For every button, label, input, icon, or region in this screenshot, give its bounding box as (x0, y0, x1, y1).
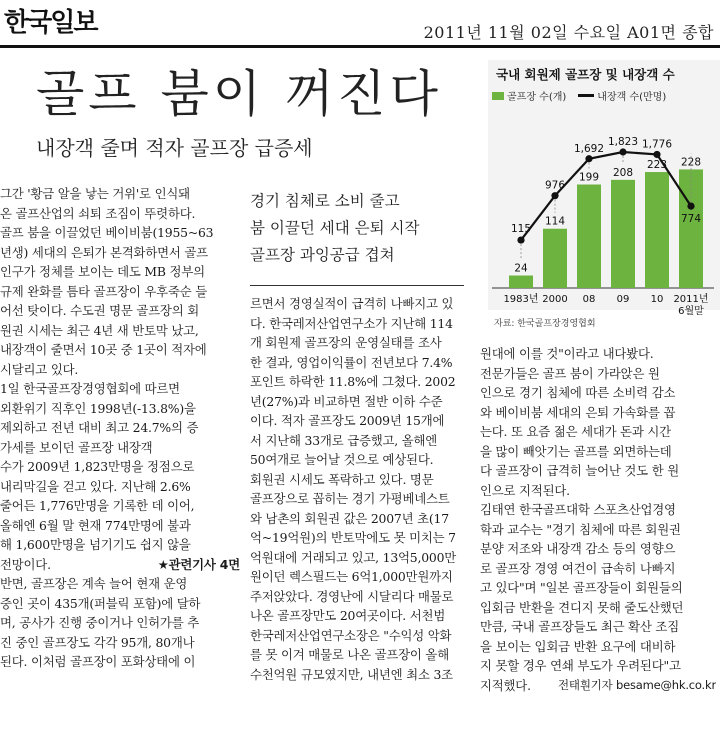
kicker-line: 붐 이끌던 세대 은퇴 시작 (250, 219, 420, 237)
body-text-line: 을 보이는 입회금 반환 요구에 대비하 (480, 638, 676, 654)
body-text-line: 외환위기 직후인 1998년(-13.8%)을 (0, 400, 196, 416)
body-text-line: 포인트 하락한 11.8%에 그쳤다. 2002 (250, 374, 456, 389)
body-text-line: 중인 곳이 435개(퍼블릭 포함)에 달하 (0, 595, 201, 611)
body-text-line: 서 지난해 33개로 급증했고, 올해엔 (250, 432, 438, 448)
body-column-1 (0, 184, 240, 672)
line-value-label: 1,823 (607, 136, 639, 148)
masthead (0, 0, 720, 52)
body-text-line: 지적했다. (480, 677, 531, 693)
newspaper-logo: 한국일보 (4, 8, 97, 38)
byline: 전태훤기자 besame@hk.co.kr (558, 677, 716, 692)
body-text-line: 시달리고 있다. (0, 361, 79, 377)
category-label: 1983년 (503, 294, 539, 305)
body-text-line: 줄어든 1,776만명을 기록한 데 이어, (0, 498, 195, 513)
body-text-line: 진 중인 골프장도 각각 95개, 80개나 (0, 634, 195, 650)
category-label: 09 (616, 294, 630, 305)
kicker-line: 골프장 과잉공급 겹쳐 (250, 246, 395, 264)
line-point (585, 155, 592, 162)
legend-line-label: 내장객 수(만명) (597, 92, 667, 103)
body-column-2 (250, 294, 466, 684)
body-text-line: 골프장으로 꼽히는 경기 가평베네스트 (250, 491, 450, 506)
body-text-line: 는다. 또 요즘 젊은 세대가 돈과 시간 (480, 424, 671, 439)
bar-value-label: 228 (680, 156, 702, 169)
body-text-line: 년(27%)과 비교하면 절반 이하 수준 (250, 393, 443, 409)
masthead-rule (0, 45, 720, 48)
category-note: 6월말 (678, 306, 704, 317)
legend-bar-label: 골프장 수(개) (507, 92, 567, 103)
line-point (551, 192, 558, 199)
bar-value-label: 24 (514, 262, 528, 275)
body-text-line: 고 있다"며 "일본 골프장들이 회원들의 (480, 580, 683, 595)
category-label: 08 (582, 294, 596, 305)
body-text-line: 원대에 이를 것"이라고 내다봤다. (480, 346, 654, 361)
body-text-line: 수천억원 규모였지만, 내년엔 최소 3조 (250, 666, 453, 682)
body-text-line: 이다. 적자 골프장도 2009년 15개에 (250, 413, 445, 428)
body-text-line: 올해엔 6월 말 현재 774만명에 불과 (0, 517, 191, 533)
body-text-line: 반면, 골프장은 계속 늘어 현재 운영 (0, 576, 188, 591)
body-text-line: 수가 2009년 1,823만명을 정점으로 (0, 459, 195, 474)
category-label: 2000 (542, 294, 568, 305)
headline: 골프 붐이 꺼진다 (36, 65, 442, 123)
body-text-line: 년생) 세대의 은퇴가 본격화하면서 골프 (0, 244, 208, 260)
body-text-line: 한국레저산업연구소장은 "수익성 악화 (250, 627, 452, 643)
bar-value-label: 223 (646, 159, 668, 172)
body-text-line: 로 골프장 경영 여건이 급속히 나빠지 (480, 560, 676, 576)
line-point (619, 148, 626, 155)
body-text-line: 분양 저조와 내장객 감소 등의 영향으 (480, 541, 676, 556)
body-text-line: 1일 한국골프장경영협회에 따르면 (0, 381, 180, 396)
body-text-line: 어선 탓이다. 수도권 명문 골프장의 회 (0, 303, 199, 318)
body-text-line: 르면서 경영실적이 급격히 나빠지고 있 (250, 296, 454, 311)
body-text-line: 전문가들은 골프 붐이 가라앉은 원 (480, 365, 660, 381)
related-article-note: ★관련기사 4면 (157, 556, 240, 572)
body-text-line: 김태연 한국골프대학 스포츠산업경영 (480, 502, 676, 517)
body-column-3 (480, 344, 716, 695)
bar (645, 172, 669, 288)
body-text-line: 회원권 시세도 폭락하고 있다. 명문 (250, 471, 434, 487)
bar (509, 276, 533, 288)
body-text-line: 며, 공사가 진행 중이거나 인허가를 추 (0, 615, 199, 630)
bar (577, 185, 601, 288)
body-text-line: 해 1,600만명을 넘기기도 쉽지 않을 (0, 537, 191, 552)
line-value-label: 1,776 (641, 138, 673, 151)
bar (679, 169, 703, 288)
body-text-line: 인으로 경기 침체에 따른 소비력 감소 (480, 385, 676, 400)
body-text-line: 된다. 이처럼 골프장이 포화상태에 이 (0, 654, 196, 669)
body-text-line: 전망이다. (0, 556, 51, 572)
dateline: 2011년 11월 02일 수요일 A01면 종합 (423, 23, 714, 42)
line-point (653, 151, 660, 158)
body-text-line: 와 남촌의 회원권 값은 2007년 초(17 (250, 510, 449, 526)
body-text-line: 와 베이비붐 세대의 은퇴 가속화를 꼽 (480, 404, 676, 420)
kicker (250, 188, 470, 269)
chart-title: 국내 회원제 골프장 및 내장객 수 (496, 67, 675, 82)
subheadline: 내장객 줄며 적자 골프장 급증세 (36, 136, 313, 160)
bar (611, 180, 635, 288)
body-text-line: 50여개로 늘어날 것으로 예상된다. (250, 452, 434, 467)
line-point (687, 202, 694, 209)
line-value-label: 774 (680, 213, 702, 226)
legend-line-swatch (578, 94, 594, 97)
chart-legend (492, 88, 666, 103)
body-text-line: 개 회원제 골프장의 운영실태를 조사 (250, 335, 442, 350)
body-text-line: 원이던 렉스필드는 6억1,000만원까지 (250, 569, 453, 584)
bar-value-label: 114 (544, 215, 566, 228)
body-text-line: 을 많이 빼앗기는 골프를 외면하는데 (480, 443, 672, 459)
body-text-line: 주저앉았다. 경영난에 시달리다 매물로 (250, 588, 454, 604)
body-text-line: 학과 교수는 "경기 침체에 따른 회원권 (480, 521, 681, 537)
body-text-line: 가세를 보이던 골프장 내장객 (0, 439, 153, 455)
category-label: 2011년 (673, 294, 709, 305)
line-value-label: 115 (510, 223, 532, 236)
chart (478, 60, 720, 340)
body-text-line: 내리막길을 걷고 있다. 지난해 2.6% (0, 478, 191, 494)
body-text-line: 온 골프산업의 쇠퇴 조짐이 뚜렷하다. (0, 205, 196, 221)
line-point (517, 236, 524, 243)
bar-value-label: 199 (578, 171, 600, 184)
kicker-divider (250, 285, 464, 286)
body-text-line: 인으로 지적된다. (480, 482, 570, 498)
body-text-line: 지 못할 경우 연쇄 부도가 우려된다"고 (480, 658, 681, 673)
body-text-line: 골프 붐을 이끌었던 베이비붐(1955~63 (0, 225, 214, 240)
body-text-line: 원권 시세는 최근 4년 새 반토막 났고, (0, 322, 199, 338)
body-text-line: 규제 완화를 틈타 골프장이 우후죽순 들 (0, 283, 208, 299)
chart-source: 자료: 한국골프장경영협회 (494, 319, 596, 329)
body-text-line: 그간 '황금 알을 낳는 거위'로 인식돼 (0, 186, 190, 201)
body-text-line: 다. 한국레저산업연구소가 지난해 114 (250, 315, 453, 331)
body-text-line: 제외하고 전년 대비 최고 24.7%의 증 (0, 420, 199, 435)
body-text-line: 입회금 반환을 견디지 못해 줄도산했던 (480, 599, 684, 615)
body-text-line: 나온 골프장만도 20여곳이다. 서천범 (250, 608, 446, 623)
body-text-line: 억~19억원)의 반토막에도 못 미치는 7 (250, 530, 456, 545)
bar-value-label: 208 (612, 166, 634, 179)
body-text-line: 만큼, 국내 골프장들도 최근 확산 조짐 (480, 619, 679, 634)
body-text-line: 한 결과, 영업이익률이 전년보다 7.4% (250, 354, 453, 370)
kicker-line: 경기 침체로 소비 줄고 (250, 192, 400, 210)
line-value-label: 976 (544, 179, 566, 192)
bar (543, 229, 567, 288)
line-value-label: 1,692 (573, 142, 605, 155)
body-text-line: 를 못 이겨 매물로 나온 골프장이 올해 (250, 647, 449, 662)
body-text-line: 억원대에 거래되고 있고, 13억5,000만 (250, 549, 457, 565)
legend-bar-swatch (492, 92, 504, 100)
body-text-line: 다 골프장이 급격히 늘어난 것도 한 원 (480, 463, 679, 478)
body-text-line: 내장객이 줄면서 10곳 중 1곳이 적자에 (0, 342, 207, 357)
category-label: 10 (650, 294, 664, 305)
body-text-line: 인구가 정체를 보이는 데도 MB 정부의 (0, 264, 205, 279)
